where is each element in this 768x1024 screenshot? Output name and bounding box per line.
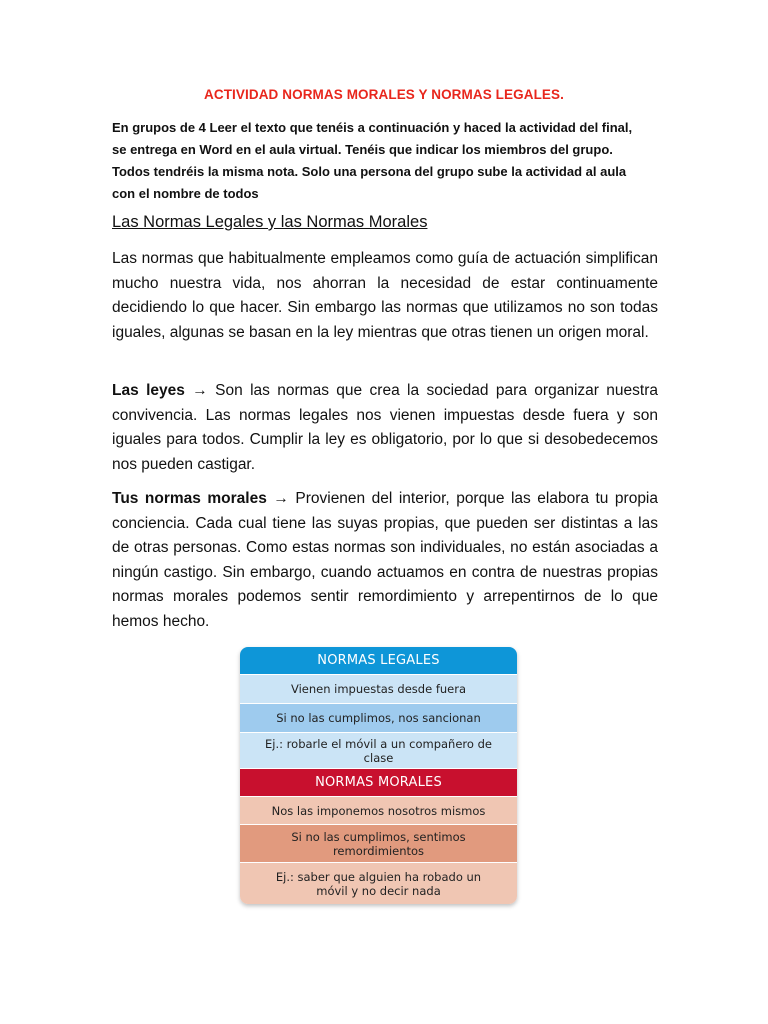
- section-heading: Las Normas Legales y las Normas Morales: [112, 213, 428, 231]
- instructions-block: [112, 117, 668, 205]
- legal-row: Si no las cumplimos, nos sancionan: [240, 704, 517, 733]
- moral-term: Tus normas morales: [112, 490, 267, 507]
- laws-term: Las leyes: [112, 382, 185, 399]
- arrow-right-icon: →: [192, 382, 208, 399]
- legal-row: Vienen impuestas desde fuera: [240, 675, 517, 704]
- laws-text: Son las normas que crea la sociedad para organizar nuestra convivencia. Las normas legales nos vienen impuestas desde fuera y son iguales para todos. Cumplir la ley es obligatorio, por lo que si desobedecemos nos pueden castigar.: [112, 382, 658, 473]
- instructions-line: Todos tendréis la misma nota. Solo una persona del grupo sube la actividad al aula: [112, 164, 627, 179]
- intro-paragraph: Las normas que habitualmente empleamos como guía de actuación simplifican mucho nuestra vida, nos ahorran la necesidad de estar continuamente decidiendo lo que hacer. Sin embargo las normas que utilizamos no son todas iguales, algunas se basan en la ley mientras que otras tienen un origen moral.: [112, 250, 658, 341]
- moral-text: Provienen del interior, porque las elabora tu propia conciencia. Cada cual tiene las suyas propias, que pueden ser distintas a las de otras personas. Como estas normas son individuales, no están asociadas a ningún castigo. Sin embargo, cuando actuamos en contra de nuestras propias normas morales podemos sentir remordimiento y arrepentirnos de lo que hemos hecho.: [112, 490, 659, 630]
- instructions-line: se entrega en Word en el aula virtual. Tenéis que indicar los miembros del grupo.: [112, 142, 613, 157]
- moral-header: NORMAS MORALES: [240, 769, 517, 797]
- moral-paragraph: [112, 487, 658, 634]
- document-title: ACTIVIDAD NORMAS MORALES Y NORMAS LEGALES.: [204, 87, 564, 102]
- instructions-line: En grupos de 4 Leer el texto que tenéis a continuación y haced la actividad del final,: [112, 120, 633, 135]
- moral-row: Si no las cumplimos, sentimos remordimientos: [240, 825, 517, 863]
- legal-row: Ej.: robarle el móvil a un compañero de clase: [240, 733, 517, 769]
- laws-paragraph: [112, 379, 658, 477]
- arrow-right-icon: →: [273, 490, 289, 507]
- legal-header: NORMAS LEGALES: [240, 647, 517, 675]
- moral-row: Nos las imponemos nosotros mismos: [240, 797, 517, 825]
- instructions-line: con el nombre de todos: [112, 186, 259, 201]
- norms-comparison-table: [240, 647, 517, 904]
- moral-row: Ej.: saber que alguien ha robado un móvil y no decir nada: [240, 863, 517, 904]
